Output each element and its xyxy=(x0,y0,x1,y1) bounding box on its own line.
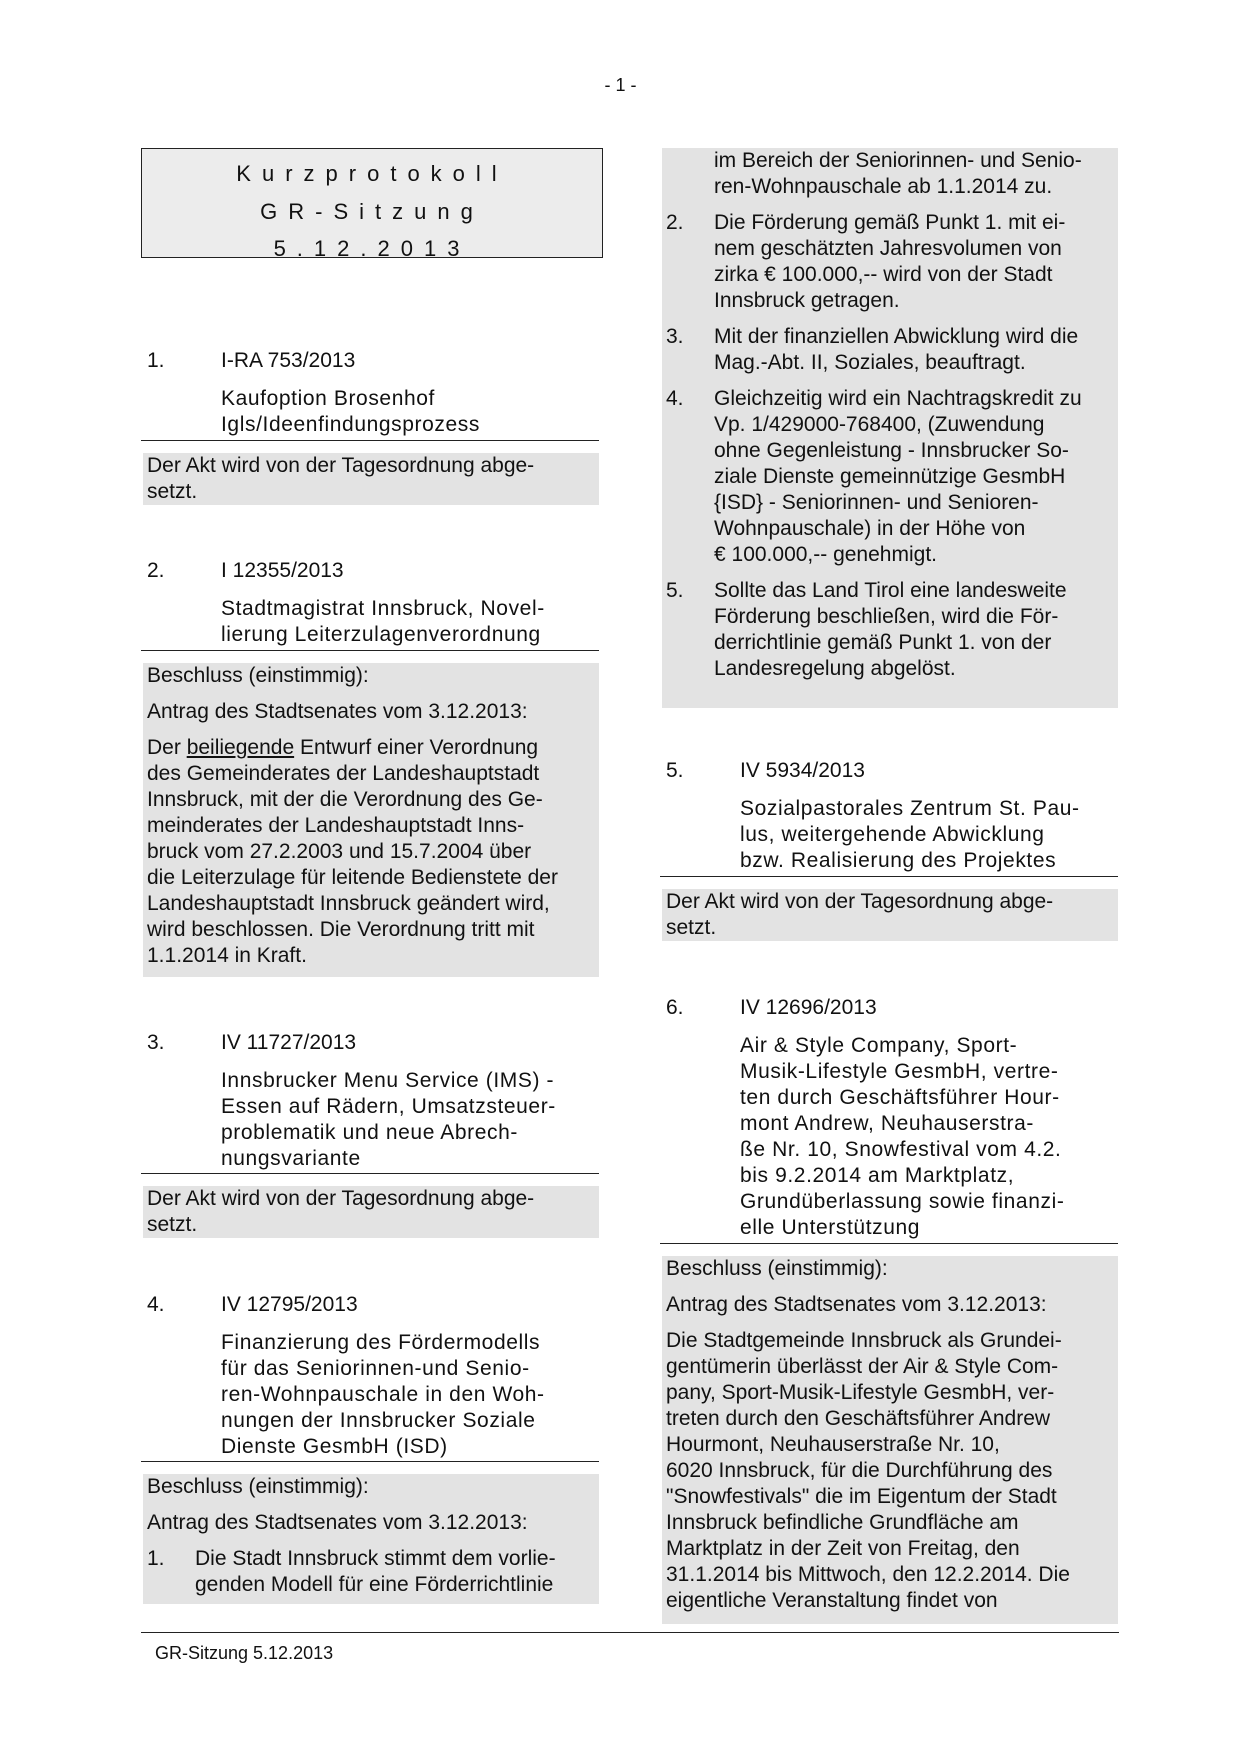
item-number: 1. xyxy=(147,349,165,372)
decision-box-continued xyxy=(662,148,1118,708)
decision-point: 3. Mit der finanziellen Abwicklung wird die Mag.-Abt. II, Soziales, beauftragt. xyxy=(666,325,1079,374)
divider xyxy=(660,876,1118,877)
result-box xyxy=(662,889,1118,941)
item-subject xyxy=(221,1330,596,1460)
decision-label: Beschluss (einstimmig): xyxy=(666,1257,888,1280)
decision-box xyxy=(143,663,599,977)
subject-line: Grundüberlassung sowie finanzi- xyxy=(740,1190,1065,1213)
decision-text-line: Marktplatz in der Zeit von Freitag, den xyxy=(666,1537,1020,1560)
item-subject xyxy=(221,1068,596,1172)
decision-text-line: Landeshauptstadt Innsbruck geändert wird, xyxy=(147,892,550,915)
item-reference: IV 12795/2013 xyxy=(221,1293,358,1316)
motion-label: Antrag des Stadtsenates vom 3.12.2013: xyxy=(147,1511,528,1534)
decision-text-line: Die Stadtgemeinde Innsbruck als Grundei- xyxy=(666,1329,1062,1352)
item-subject xyxy=(221,386,596,438)
title-kurzprotokoll: Kurzprotokoll xyxy=(236,161,508,186)
result-line: Der Akt wird von der Tagesordnung abge- xyxy=(666,890,1054,913)
decision-label: Beschluss (einstimmig): xyxy=(147,664,369,687)
footer-divider xyxy=(141,1632,1119,1633)
decision-text-line: gentümerin überlässt der Air & Style Com- xyxy=(666,1355,1059,1378)
subject-line: problematik und neue Abrech- xyxy=(221,1121,518,1144)
decision-text-line: 1.1.2014 in Kraft. xyxy=(147,944,307,967)
motion-label: Antrag des Stadtsenates vom 3.12.2013: xyxy=(666,1293,1047,1316)
decision-box xyxy=(662,1256,1118,1624)
subject-line: Igls/Ideenfindungsprozess xyxy=(221,413,480,436)
subject-line: Essen auf Rädern, Umsatzsteuer- xyxy=(221,1095,556,1118)
decision-point: 2. Die Förderung gemäß Punkt 1. mit ei- nem geschätzten Jahresvolumen von zirka € 100.000,-- wird von der Stadt Innsbruck getragen. xyxy=(666,211,1066,312)
footer-text: GR-Sitzung 5.12.2013 xyxy=(155,1643,334,1663)
subject-line: lierung Leiterzulagenverordnung xyxy=(221,623,541,646)
item-number: 6. xyxy=(666,996,684,1019)
subject-line: ten durch Geschäftsführer Hour- xyxy=(740,1086,1060,1109)
subject-line: für das Seniorinnen-und Senio- xyxy=(221,1357,530,1380)
subject-line: nungsvariante xyxy=(221,1147,361,1170)
decision-text-line: eigentliche Veranstaltung findet von xyxy=(666,1589,998,1612)
subject-line: Sozialpastorales Zentrum St. Pau- xyxy=(740,797,1080,820)
divider xyxy=(660,1243,1118,1244)
subject-line: Dienste GesmbH (ISD) xyxy=(221,1435,448,1458)
decision-text-line: Hourmont, Neuhauserstraße Nr. 10, xyxy=(666,1433,1000,1456)
divider xyxy=(141,1461,599,1462)
decision-text-line: die Leiterzulage für leitende Bedienstete der xyxy=(147,866,558,889)
item-reference: IV 11727/2013 xyxy=(221,1031,357,1054)
decision-point: 5. Sollte das Land Tirol eine landesweite Förderung beschließen, wird die För- derrichtlinie gemäß Punkt 1. von der Landesregelung abgelöst. xyxy=(666,579,1067,680)
result-line: setzt. xyxy=(147,480,198,503)
result-line: Der Akt wird von der Tagesordnung abge- xyxy=(147,1187,535,1210)
decision-point: 4. Gleichzeitig wird ein Nachtragskredit zu Vp. 1/429000-768400, (Zuwendung ohne Gegenleistung - Innsbrucker So- ziale Dienste gemeinnützige GesmbH {ISD} - Seniorinnen- und Senioren- Wohnpauschale) in der Höhe von € 100.000,-- genehmigt. xyxy=(666,387,1082,566)
subject-line: bis 9.2.2014 am Marktplatz, xyxy=(740,1164,1015,1187)
subject-line: Finanzierung des Fördermodells xyxy=(221,1331,541,1354)
subject-line: ren-Wohnpauschale in den Woh- xyxy=(221,1383,545,1406)
decision-text-line: 31.1.2014 bis Mittwoch, den 12.2.2014. Die xyxy=(666,1563,1070,1586)
title-session: GR-Sitzung xyxy=(260,199,484,224)
decision-text-line: treten durch den Geschäftsführer Andrew xyxy=(666,1407,1051,1430)
item-number: 4. xyxy=(147,1293,165,1316)
item-reference: IV 5934/2013 xyxy=(740,759,865,782)
subject-line: lus, weitergehende Abwicklung xyxy=(740,823,1045,846)
subject-line: Kaufoption Brosenhof xyxy=(221,387,435,410)
subject-line: bzw. Realisierung des Projektes xyxy=(740,849,1057,872)
decision-text-line: 6020 Innsbruck, für die Durchführung des xyxy=(666,1459,1053,1482)
item-subject xyxy=(221,596,596,648)
divider xyxy=(141,650,599,651)
decision-text-line: Innsbruck, mit der die Verordnung des Ge- xyxy=(147,788,543,811)
title-date: 5.12.2013 xyxy=(273,236,471,261)
page-number: - 1 - xyxy=(604,75,637,95)
decision-point: 1. Die Stadt Innsbruck stimmt dem vorlie- genden Modell für eine Förderrichtlinie xyxy=(147,1547,556,1596)
item-reference: I 12355/2013 xyxy=(221,559,344,582)
divider xyxy=(141,440,599,441)
result-line: setzt. xyxy=(147,1213,198,1236)
item-subject xyxy=(740,796,1115,874)
subject-line: mont Andrew, Neuhauserstra- xyxy=(740,1112,1035,1135)
decision-text-line: wird beschlossen. Die Verordnung tritt mit xyxy=(147,918,535,941)
title-box xyxy=(141,148,603,261)
divider xyxy=(141,1173,599,1174)
item-number: 2. xyxy=(147,559,165,582)
decision-text-line: meinderates der Landeshauptstadt Inns- xyxy=(147,814,525,837)
decision-point: im Bereich der Seniorinnen- und Senio- ren-Wohnpauschale ab 1.1.2014 zu. xyxy=(714,149,1082,198)
motion-label: Antrag des Stadtsenates vom 3.12.2013: xyxy=(147,700,528,723)
decision-label: Beschluss (einstimmig): xyxy=(147,1475,369,1498)
decision-text: Der beiliegende Entwurf einer Verordnung xyxy=(147,736,539,759)
subject-line: ße Nr. 10, Snowfestival vom 4.2. xyxy=(740,1138,1062,1161)
decision-text-line: bruck vom 27.2.2003 und 15.7.2004 über xyxy=(147,840,532,863)
subject-line: Stadtmagistrat Innsbruck, Novel- xyxy=(221,597,545,620)
result-box xyxy=(143,1186,599,1238)
item-reference: IV 12696/2013 xyxy=(740,996,877,1019)
item-reference: I-RA 753/2013 xyxy=(221,349,356,372)
subject-line: nungen der Innsbrucker Soziale xyxy=(221,1409,536,1432)
subject-line: Musik-Lifestyle GesmbH, vertre- xyxy=(740,1060,1059,1083)
decision-box xyxy=(143,1474,599,1604)
decision-text-line: "Snowfestivals" die im Eigentum der Stadt xyxy=(666,1485,1057,1508)
subject-line: elle Unterstützung xyxy=(740,1216,921,1239)
result-line: Der Akt wird von der Tagesordnung abge- xyxy=(147,454,535,477)
result-line: setzt. xyxy=(666,916,717,939)
decision-text-line: des Gemeinderates der Landeshauptstadt xyxy=(147,762,540,785)
item-subject xyxy=(740,1033,1115,1241)
item-number: 3. xyxy=(147,1031,165,1054)
item-number: 5. xyxy=(666,759,684,782)
decision-text-line: Innsbruck befindliche Grundfläche am xyxy=(666,1511,1019,1534)
subject-line: Innsbrucker Menu Service (IMS) - xyxy=(221,1069,555,1092)
subject-line: Air & Style Company, Sport- xyxy=(740,1034,1018,1057)
decision-text-line: pany, Sport-Musik-Lifestyle GesmbH, ver- xyxy=(666,1381,1055,1404)
result-box xyxy=(143,453,599,505)
